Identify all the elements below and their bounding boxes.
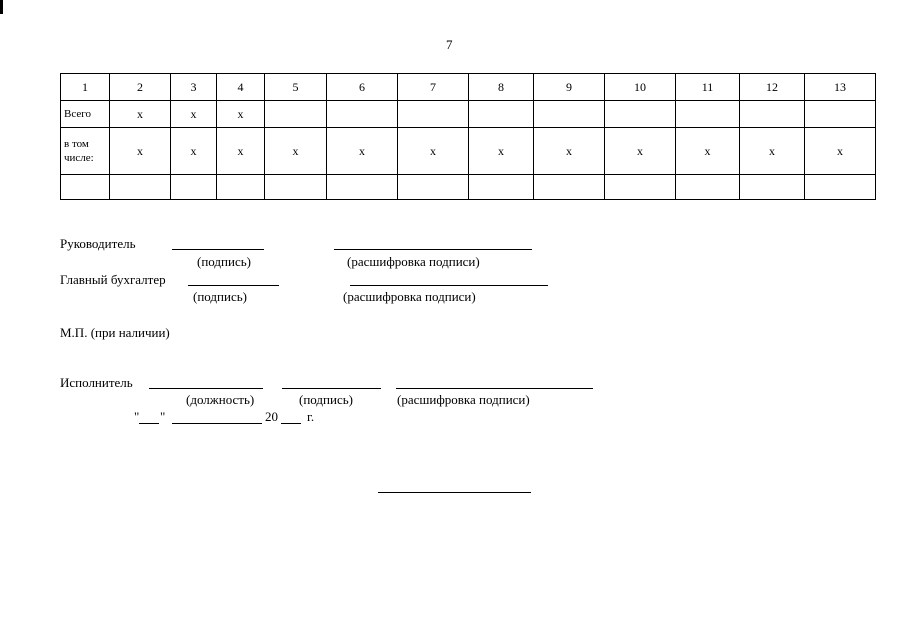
table-cell: x bbox=[171, 101, 217, 128]
table-cell bbox=[327, 175, 398, 200]
column-header: 12 bbox=[740, 74, 805, 101]
table-cell bbox=[605, 101, 676, 128]
executor-position-caption: (должность) bbox=[186, 392, 255, 407]
column-header: 6 bbox=[327, 74, 398, 101]
column-header: 4 bbox=[217, 74, 265, 101]
row-label: Всего bbox=[61, 101, 110, 128]
table-cell bbox=[534, 101, 605, 128]
executor-position-line[interactable] bbox=[149, 388, 263, 389]
table-cell bbox=[805, 175, 876, 200]
table-cell: x bbox=[171, 128, 217, 175]
table-cell bbox=[805, 101, 876, 128]
table-cell bbox=[398, 101, 469, 128]
table-cell: x bbox=[605, 128, 676, 175]
date-month-line[interactable] bbox=[172, 423, 262, 424]
executor-sign-caption: (подпись) bbox=[299, 392, 353, 407]
column-header: 2 bbox=[110, 74, 171, 101]
table-row bbox=[61, 175, 876, 200]
table-cell bbox=[217, 175, 265, 200]
column-header: 7 bbox=[398, 74, 469, 101]
chief-accountant-decode-line[interactable] bbox=[350, 285, 548, 286]
page-number: 7 bbox=[446, 37, 453, 52]
table-cell bbox=[676, 175, 740, 200]
chief-accountant-signature-line[interactable] bbox=[188, 285, 279, 286]
chief-accountant-label: Главный бухгалтер bbox=[60, 272, 166, 287]
chief-accountant-decode-caption: (расшифровка подписи) bbox=[343, 289, 476, 304]
table-cell bbox=[110, 175, 171, 200]
table-cell: x bbox=[676, 128, 740, 175]
head-signature-line[interactable] bbox=[172, 249, 264, 250]
executor-decode-line[interactable] bbox=[396, 388, 593, 389]
executor-label: Исполнитель bbox=[60, 375, 133, 390]
date-close-quote: " bbox=[160, 409, 166, 424]
bottom-separator-line bbox=[378, 492, 531, 493]
table-row bbox=[61, 101, 876, 128]
date-day-line[interactable] bbox=[139, 423, 159, 424]
date-year-line[interactable] bbox=[281, 423, 301, 424]
table-cell bbox=[740, 101, 805, 128]
table-cell: x bbox=[327, 128, 398, 175]
table-cell bbox=[676, 101, 740, 128]
table-cell bbox=[605, 175, 676, 200]
column-header: 9 bbox=[534, 74, 605, 101]
table-cell: x bbox=[265, 128, 327, 175]
table-cell bbox=[265, 101, 327, 128]
table-cell bbox=[469, 101, 534, 128]
table-cell bbox=[534, 175, 605, 200]
table-cell bbox=[327, 101, 398, 128]
date-open-quote: " bbox=[134, 409, 140, 424]
chief-accountant-sign-caption: (подпись) bbox=[193, 289, 247, 304]
table-cell bbox=[469, 175, 534, 200]
column-header: 5 bbox=[265, 74, 327, 101]
head-decode-caption: (расшифровка подписи) bbox=[347, 254, 480, 269]
table-cell: x bbox=[805, 128, 876, 175]
scan-corner-mark bbox=[0, 0, 3, 14]
column-header: 11 bbox=[676, 74, 740, 101]
column-header: 3 bbox=[171, 74, 217, 101]
column-header: 8 bbox=[469, 74, 534, 101]
row-label: в том числе: bbox=[61, 128, 110, 175]
table-row bbox=[61, 128, 876, 175]
report-table bbox=[60, 73, 876, 200]
column-header: 13 bbox=[805, 74, 876, 101]
head-sign-caption: (подпись) bbox=[197, 254, 251, 269]
date-year-prefix: 20 bbox=[265, 409, 278, 424]
executor-decode-caption: (расшифровка подписи) bbox=[397, 392, 530, 407]
table-cell: x bbox=[398, 128, 469, 175]
table-cell bbox=[265, 175, 327, 200]
table-cell bbox=[171, 175, 217, 200]
table-cell: x bbox=[110, 101, 171, 128]
stamp-label: М.П. (при наличии) bbox=[60, 325, 170, 340]
table-cell: x bbox=[217, 101, 265, 128]
column-header: 10 bbox=[605, 74, 676, 101]
date-year-suffix: г. bbox=[307, 409, 315, 424]
table-header-row bbox=[61, 74, 876, 101]
table-cell: x bbox=[469, 128, 534, 175]
head-decode-line[interactable] bbox=[334, 249, 532, 250]
head-label: Руководитель bbox=[60, 236, 136, 251]
table-cell bbox=[740, 175, 805, 200]
table-cell: x bbox=[110, 128, 171, 175]
table-cell: x bbox=[534, 128, 605, 175]
row-label bbox=[61, 175, 110, 200]
table-cell: x bbox=[217, 128, 265, 175]
table-cell bbox=[398, 175, 469, 200]
executor-signature-line[interactable] bbox=[282, 388, 381, 389]
table-cell: x bbox=[740, 128, 805, 175]
column-header: 1 bbox=[61, 74, 110, 101]
